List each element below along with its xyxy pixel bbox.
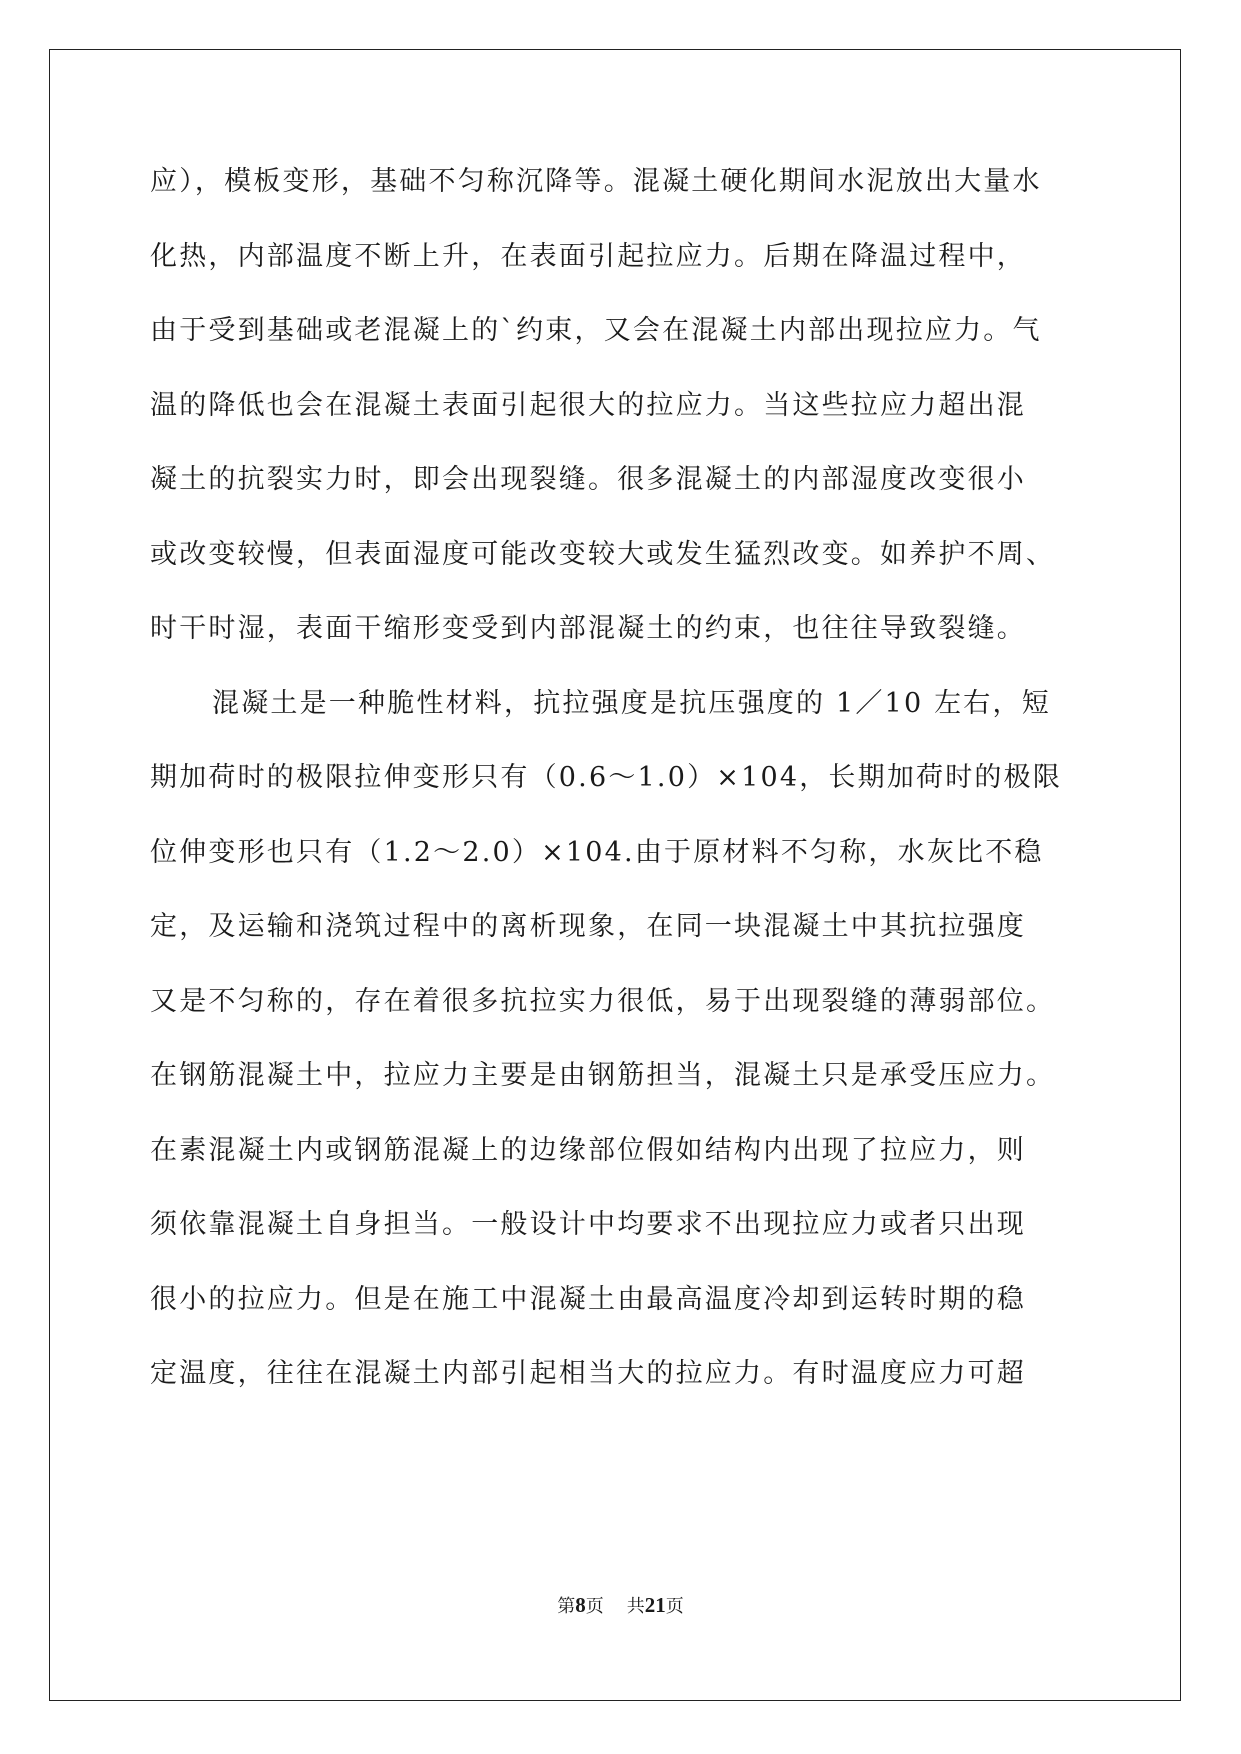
footer-total-word: 页	[665, 1596, 684, 1617]
footer-total-prefix: 共	[626, 1596, 645, 1617]
text-line: 由于受到基础或老混凝上的`约束，又会在混凝土内部出现拉应力。气	[150, 315, 1042, 346]
page-footer	[0, 1592, 1241, 1618]
text-line: 在钢筋混凝土中，拉应力主要是由钢筋担当，混凝土只是承受压应力。	[150, 1060, 1056, 1091]
text-line: 或改变较慢，但表面湿度可能改变较大或发生猛烈改变。如养护不周、	[150, 538, 1056, 570]
page-number: 8	[575, 1593, 586, 1617]
text-line: 期加荷时的极限拉伸变形只有（0.6～1.0）×104，长期加荷时的极限	[150, 762, 1063, 793]
total-pages: 21	[644, 1593, 666, 1617]
footer-page-word: 页	[585, 1596, 604, 1617]
document-body	[150, 162, 1095, 1429]
text-line: 应），模板变形，基础不匀称沉降等。混凝土硬化期间水泥放出大量水	[150, 166, 1042, 197]
text-line: 须依靠混凝土自身担当。一般设计中均要求不出现拉应力或者只出现	[150, 1209, 1026, 1240]
text-line: 定，及运输和浇筑过程中的离析现象，在同一块混凝土中其抗拉强度	[150, 911, 1026, 942]
text-line: 化热，内部温度不断上升，在表面引起拉应力。后期在降温过程中，	[150, 240, 1026, 272]
text-line: 在素混凝土内或钢筋混凝上的边缘部位假如结构内出现了拉应力，则	[150, 1134, 1026, 1166]
text-line: 凝土的抗裂实力时，即会出现裂缝。很多混凝土的内部湿度改变很小	[150, 464, 1026, 495]
paragraph-first-line: 混凝土是一种脆性材料，抗拉强度是抗压强度的 1／10 左右，短	[212, 687, 1051, 719]
text-line: 又是不匀称的，存在着很多抗拉实力很低，易于出现裂缝的薄弱部位。	[150, 985, 1056, 1017]
text-line: 时干时湿，表面干缩形变受到内部混凝土的约束，也往往导致裂缝。	[150, 613, 1026, 644]
footer-prefix: 第	[557, 1596, 576, 1617]
text-line: 位伸变形也只有（1.2～2.0）×104.由于原材料不匀称，水灰比不稳	[150, 836, 1044, 868]
text-line: 定温度，往往在混凝土内部引起相当大的拉应力。有时温度应力可超	[150, 1358, 1026, 1389]
text-line: 温的降低也会在混凝土表面引起很大的拉应力。当这些拉应力超出混	[150, 389, 1026, 421]
text-line: 很小的拉应力。但是在施工中混凝土由最高温度冷却到运转时期的稳	[150, 1283, 1026, 1315]
